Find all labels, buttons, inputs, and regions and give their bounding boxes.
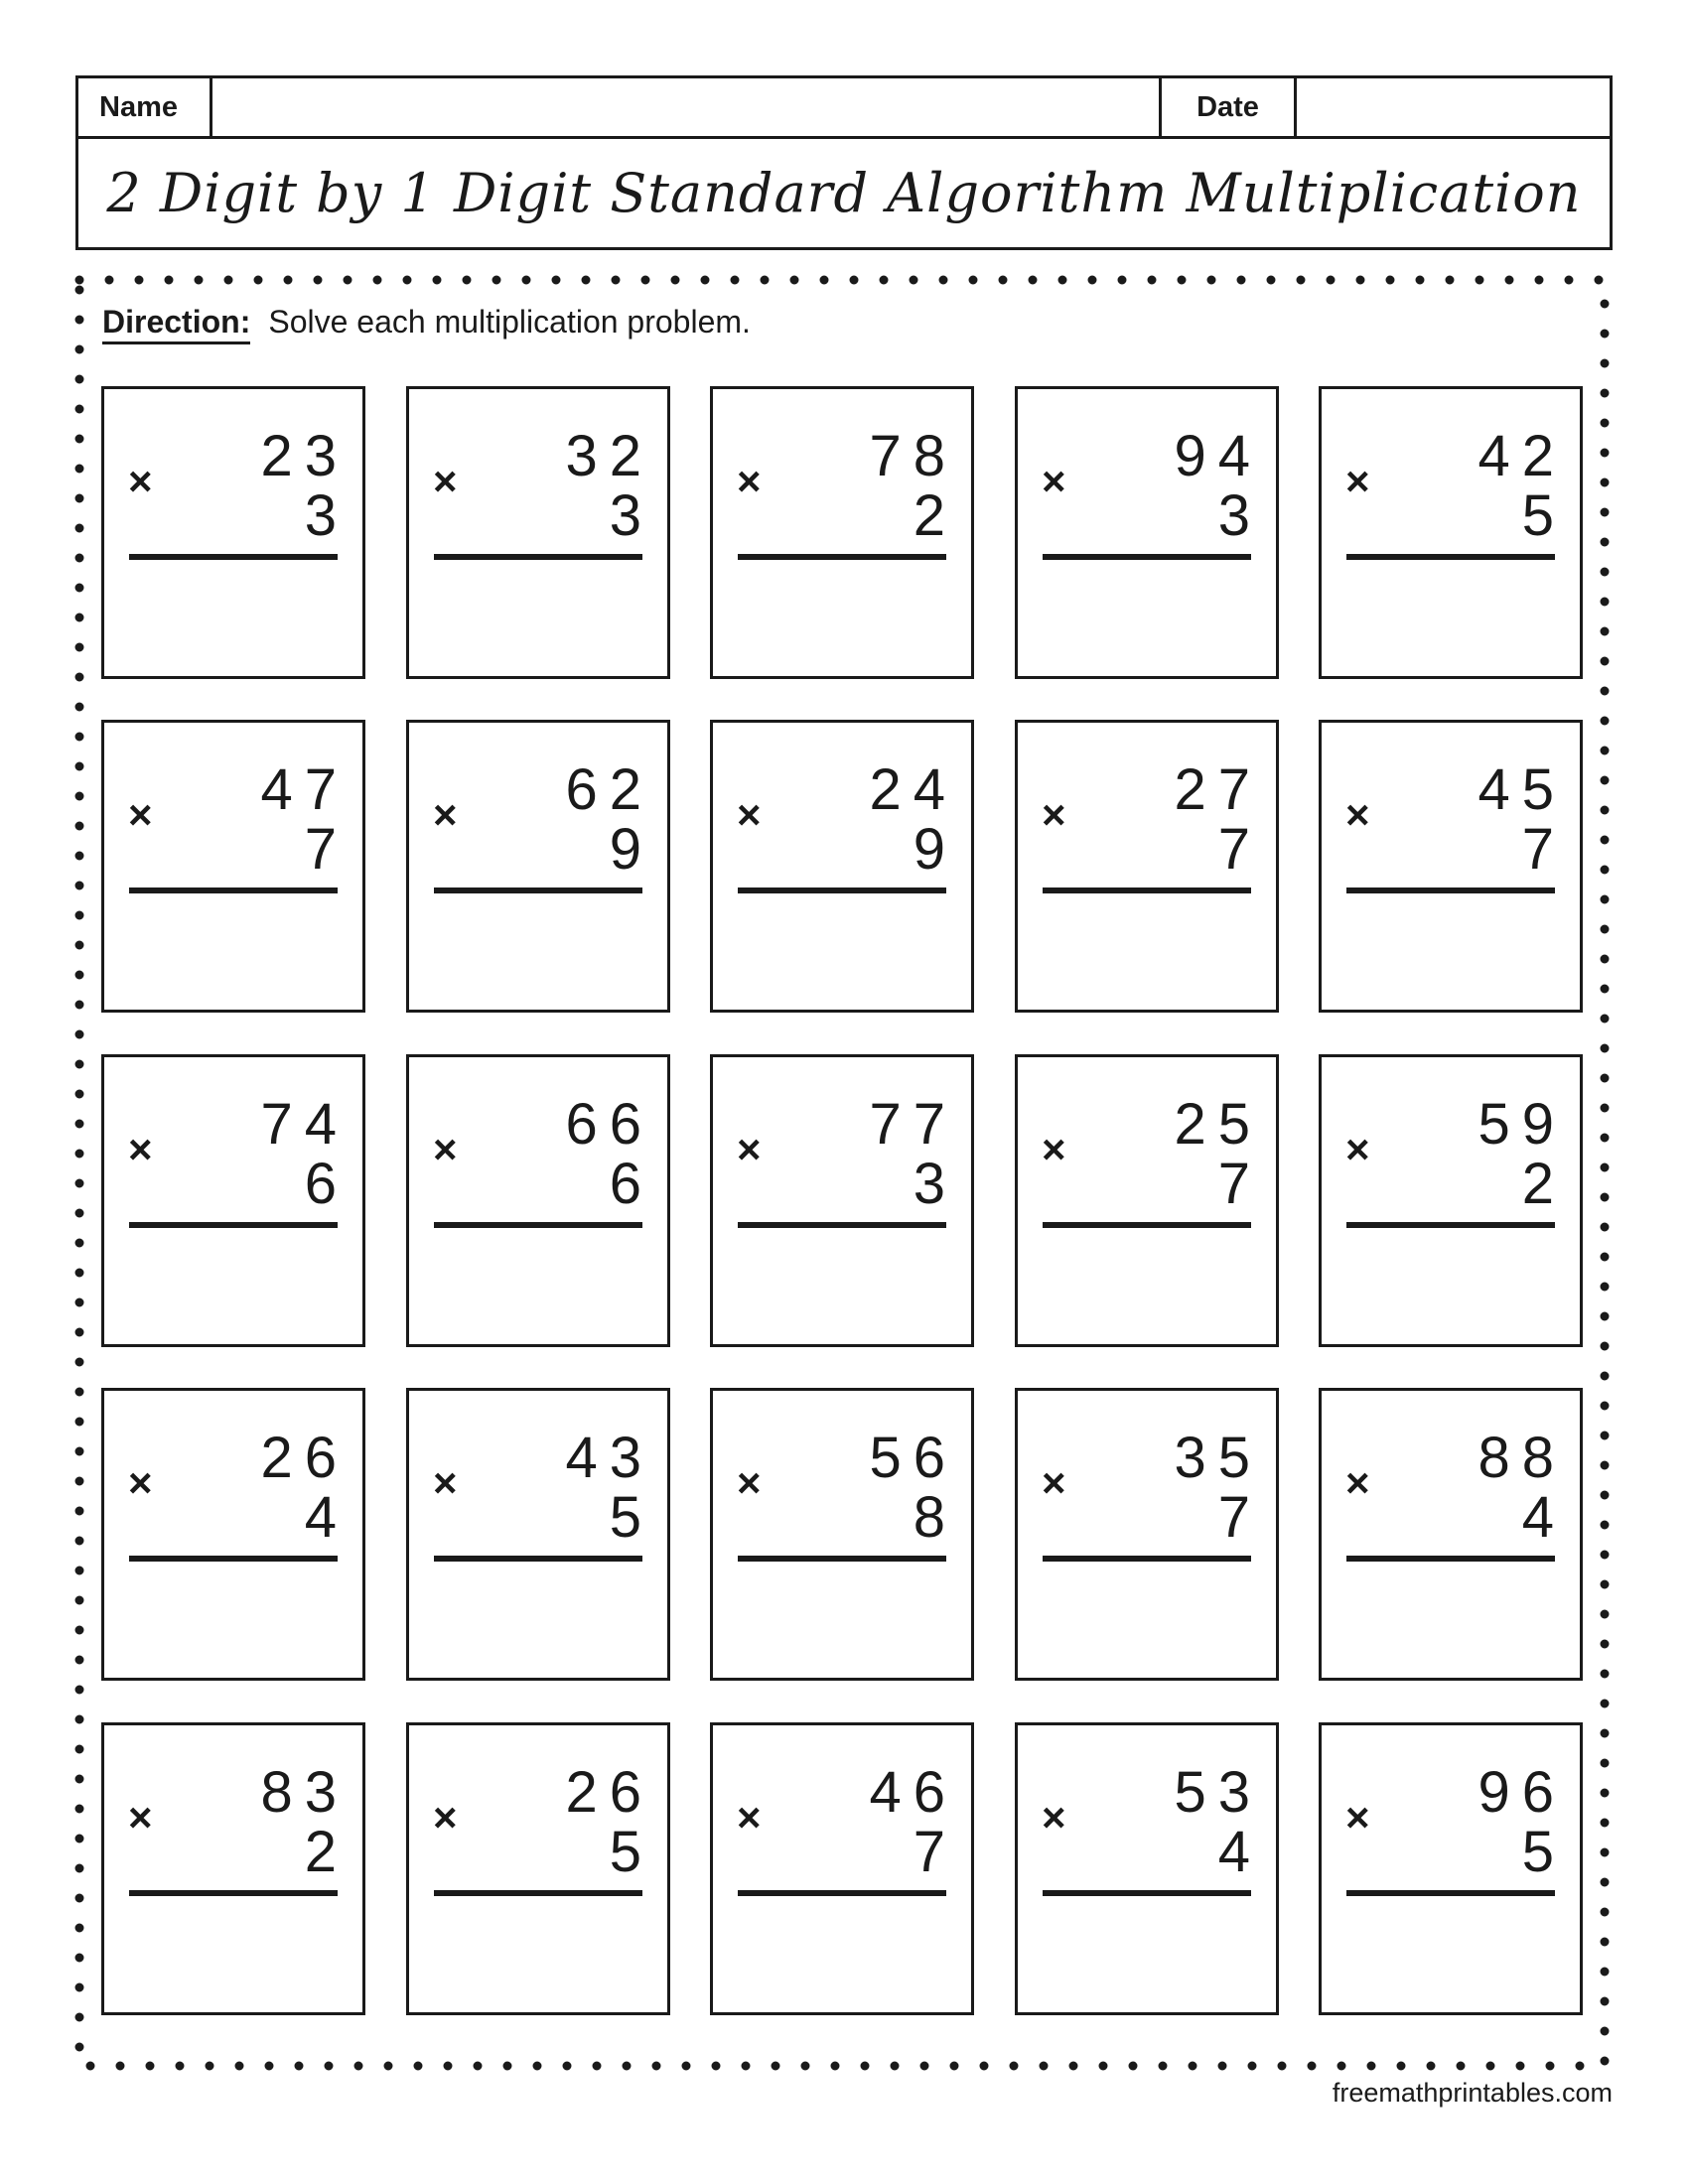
multiplier: 4: [304, 1485, 337, 1550]
multiplicand: 94: [1174, 424, 1262, 488]
multiply-sign: ×: [433, 1794, 458, 1841]
problem-box[interactable]: [710, 1054, 974, 1347]
answer-line: [1346, 554, 1555, 560]
multiply-sign: ×: [737, 458, 762, 504]
multiplier: 6: [609, 1152, 641, 1216]
answer-line: [434, 1556, 642, 1562]
multiplier: 9: [609, 817, 641, 882]
answer-line: [1043, 887, 1251, 893]
multiply-sign: ×: [433, 458, 458, 504]
answer-line: [434, 1890, 642, 1896]
multiply-sign: ×: [1042, 1126, 1066, 1172]
problem-grid: [101, 386, 1581, 2014]
multiplicand: 46: [869, 1760, 957, 1825]
answer-line: [1043, 1890, 1251, 1896]
problem-box[interactable]: [1015, 1054, 1279, 1347]
multiply-sign: ×: [128, 458, 153, 504]
multiplier: 4: [1521, 1485, 1554, 1550]
problem-box[interactable]: [1319, 1388, 1583, 1681]
multiplier: 5: [609, 1820, 641, 1884]
multiplicand: 32: [565, 424, 653, 488]
multiplicand: 56: [869, 1426, 957, 1490]
answer-line: [738, 554, 946, 560]
multiplier: 7: [913, 1820, 945, 1884]
problem-box[interactable]: [101, 1722, 365, 2015]
multiplier: 4: [1217, 1820, 1250, 1884]
multiply-sign: ×: [1345, 1459, 1370, 1506]
problem-box[interactable]: [1015, 1722, 1279, 2015]
problem-box[interactable]: [101, 386, 365, 679]
multiplicand: 59: [1477, 1092, 1566, 1157]
multiplier: 7: [1217, 1485, 1250, 1550]
multiply-sign: ×: [128, 1126, 153, 1172]
answer-line: [129, 1556, 338, 1562]
multiplier: 2: [913, 483, 945, 548]
multiplier: 3: [609, 483, 641, 548]
multiplicand: 66: [565, 1092, 653, 1157]
multiplicand: 74: [260, 1092, 349, 1157]
multiply-sign: ×: [433, 1459, 458, 1506]
multiplicand: 26: [565, 1760, 653, 1825]
multiplier: 3: [304, 483, 337, 548]
problem-box[interactable]: [710, 1388, 974, 1681]
answer-line: [738, 1890, 946, 1896]
answer-line: [1043, 1222, 1251, 1228]
multiplier: 7: [1521, 817, 1554, 882]
answer-line: [434, 887, 642, 893]
problem-box[interactable]: [710, 386, 974, 679]
multiply-sign: ×: [433, 791, 458, 838]
problem-box[interactable]: [406, 1722, 670, 2015]
multiply-sign: ×: [128, 1459, 153, 1506]
multiplicand: 35: [1174, 1426, 1262, 1490]
answer-line: [434, 1222, 642, 1228]
direction-text: Solve each multiplication problem.: [268, 304, 751, 340]
multiply-sign: ×: [1345, 458, 1370, 504]
problem-box[interactable]: [406, 1388, 670, 1681]
multiplicand: 47: [260, 757, 349, 822]
problem-box[interactable]: [1319, 720, 1583, 1013]
multiply-sign: ×: [1345, 1126, 1370, 1172]
multiply-sign: ×: [1042, 1794, 1066, 1841]
multiplier: 5: [609, 1485, 641, 1550]
problem-box[interactable]: [1015, 720, 1279, 1013]
multiply-sign: ×: [1345, 791, 1370, 838]
footer-site: freemathprintables.com: [1332, 2078, 1613, 2108]
answer-line: [129, 1222, 338, 1228]
answer-line: [738, 887, 946, 893]
date-label: Date: [1162, 78, 1297, 136]
answer-line: [1346, 887, 1555, 893]
problem-box[interactable]: [101, 1388, 365, 1681]
multiplicand: 26: [260, 1426, 349, 1490]
problem-box[interactable]: [1015, 386, 1279, 679]
multiplier: 2: [1521, 1152, 1554, 1216]
problem-box[interactable]: [1319, 1722, 1583, 2015]
multiplier: 7: [304, 817, 337, 882]
answer-line: [1346, 1556, 1555, 1562]
problem-box[interactable]: [710, 1722, 974, 2015]
multiplier: 9: [913, 817, 945, 882]
multiply-sign: ×: [1345, 1794, 1370, 1841]
answer-line: [738, 1222, 946, 1228]
problem-box[interactable]: [710, 720, 974, 1013]
problem-box[interactable]: [101, 720, 365, 1013]
multiplier: 6: [304, 1152, 337, 1216]
multiplicand: 88: [1477, 1426, 1566, 1490]
answer-line: [1043, 1556, 1251, 1562]
multiplicand: 24: [869, 757, 957, 822]
multiply-sign: ×: [737, 1794, 762, 1841]
multiply-sign: ×: [737, 791, 762, 838]
multiplier: 7: [1217, 1152, 1250, 1216]
multiplier: 2: [304, 1820, 337, 1884]
name-label: Name: [78, 78, 212, 136]
multiplicand: 43: [565, 1426, 653, 1490]
answer-line: [738, 1556, 946, 1562]
multiplicand: 96: [1477, 1760, 1566, 1825]
answer-line: [1043, 554, 1251, 560]
problem-box[interactable]: [406, 720, 670, 1013]
multiply-sign: ×: [1042, 458, 1066, 504]
multiplier: 7: [1217, 817, 1250, 882]
multiplier: 5: [1521, 1820, 1554, 1884]
direction-line: [102, 304, 751, 341]
multiplicand: 45: [1477, 757, 1566, 822]
multiply-sign: ×: [433, 1126, 458, 1172]
answer-line: [129, 554, 338, 560]
problem-box[interactable]: [1015, 1388, 1279, 1681]
multiply-sign: ×: [737, 1126, 762, 1172]
multiplier: 3: [913, 1152, 945, 1216]
answer-line: [434, 554, 642, 560]
multiplicand: 42: [1477, 424, 1566, 488]
problem-box[interactable]: [406, 386, 670, 679]
multiplicand: 53: [1174, 1760, 1262, 1825]
multiplicand: 78: [869, 424, 957, 488]
multiplicand: 25: [1174, 1092, 1262, 1157]
problem-box[interactable]: [101, 1054, 365, 1347]
multiplicand: 83: [260, 1760, 349, 1825]
answer-line: [129, 887, 338, 893]
multiply-sign: ×: [128, 1794, 153, 1841]
answer-line: [129, 1890, 338, 1896]
multiplicand: 62: [565, 757, 653, 822]
multiplier: 5: [1521, 483, 1554, 548]
multiply-sign: ×: [737, 1459, 762, 1506]
multiply-sign: ×: [1042, 791, 1066, 838]
problem-box[interactable]: [406, 1054, 670, 1347]
problem-box[interactable]: [1319, 1054, 1583, 1347]
multiplicand: 23: [260, 424, 349, 488]
worksheet-title: 2 Digit by 1 Digit Standard Algorithm Multiplication: [106, 162, 1582, 224]
direction-label: Direction:: [102, 304, 250, 344]
problem-box[interactable]: [1319, 386, 1583, 679]
answer-line: [1346, 1222, 1555, 1228]
multiplicand: 27: [1174, 757, 1262, 822]
multiply-sign: ×: [128, 791, 153, 838]
multiply-sign: ×: [1042, 1459, 1066, 1506]
multiplier: 3: [1217, 483, 1250, 548]
answer-line: [1346, 1890, 1555, 1896]
multiplier: 8: [913, 1485, 945, 1550]
multiplicand: 77: [869, 1092, 957, 1157]
